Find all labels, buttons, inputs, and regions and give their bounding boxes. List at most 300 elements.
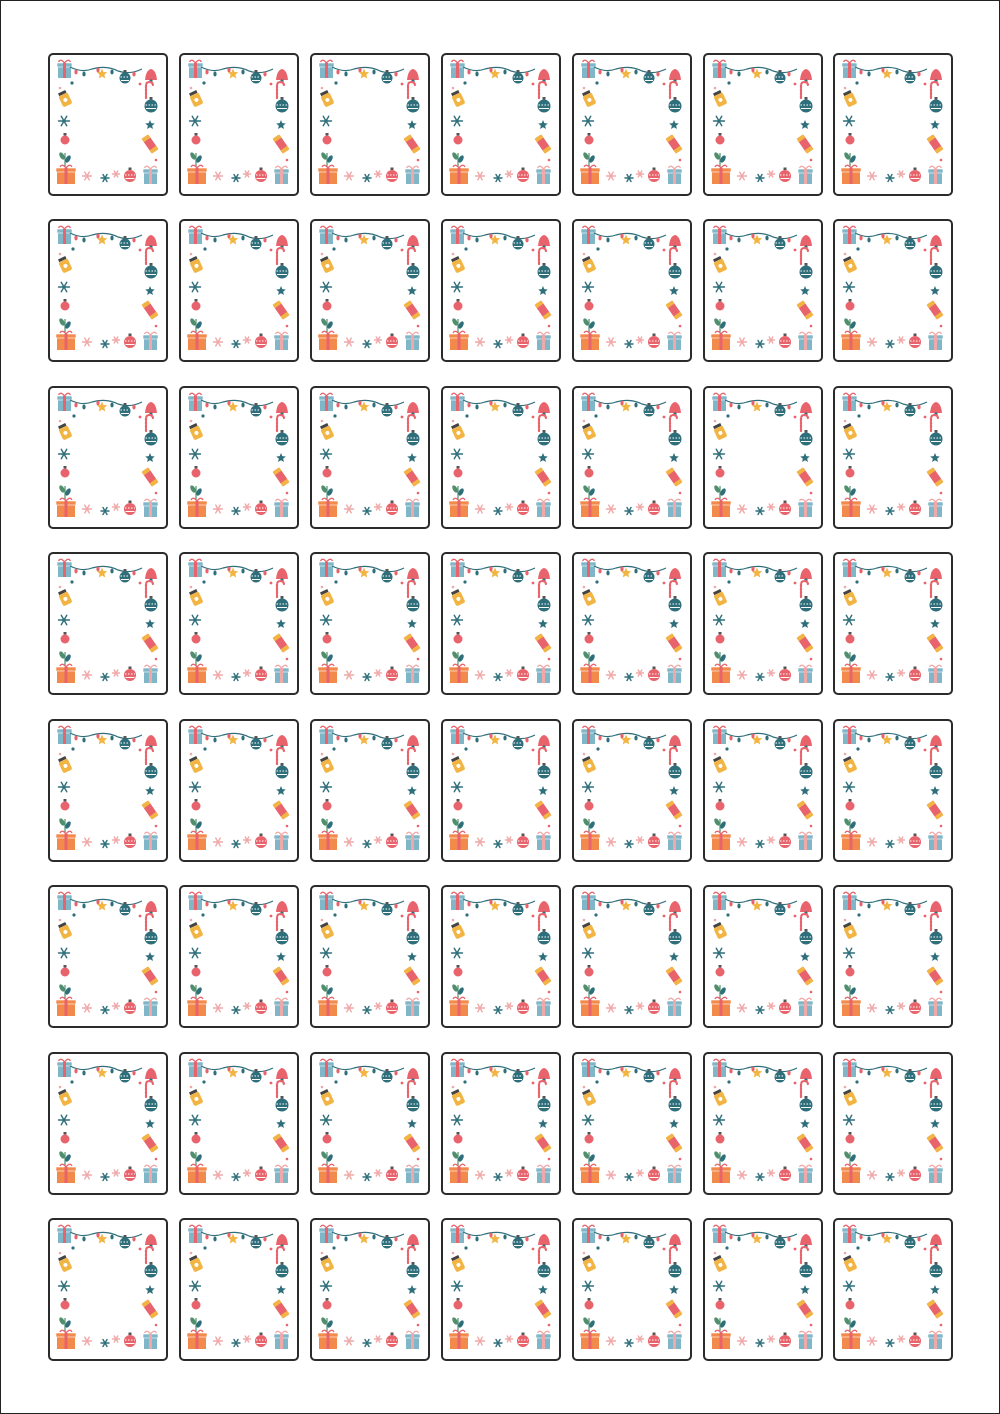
label-tile bbox=[441, 1218, 561, 1361]
star-icon bbox=[800, 1285, 810, 1294]
ornament-icon bbox=[517, 667, 529, 682]
confetti-dot bbox=[794, 1248, 797, 1251]
confetti-dot bbox=[663, 1248, 666, 1251]
confetti-dot bbox=[452, 919, 455, 922]
gift-box-icon bbox=[711, 1164, 731, 1183]
gift-box-icon bbox=[711, 165, 731, 184]
confetti-dot bbox=[940, 658, 943, 661]
ornament-icon bbox=[930, 1262, 943, 1278]
candy-cane-icon bbox=[408, 1247, 415, 1263]
confetti-dot bbox=[844, 753, 847, 756]
gift-box-icon bbox=[841, 664, 861, 683]
confetti-dot bbox=[810, 325, 813, 328]
snowflake-icon bbox=[738, 1337, 747, 1345]
candy-cane-icon bbox=[670, 581, 677, 597]
bell-icon bbox=[669, 402, 681, 416]
snowflake-icon bbox=[756, 508, 764, 515]
snowflake-icon bbox=[738, 338, 747, 346]
confetti-dot bbox=[59, 420, 62, 423]
snowflake-icon bbox=[607, 505, 616, 513]
snowflake-icon bbox=[83, 338, 92, 346]
snowflake-icon bbox=[637, 837, 644, 843]
star-icon bbox=[800, 453, 810, 462]
gift-box-icon bbox=[318, 997, 338, 1016]
light-string-icon bbox=[70, 566, 142, 575]
gift-box-icon bbox=[274, 832, 289, 850]
ornament-icon bbox=[648, 1333, 660, 1348]
cracker-icon bbox=[927, 1299, 944, 1318]
lantern-icon bbox=[57, 1089, 72, 1107]
gift-box-icon bbox=[405, 499, 420, 517]
confetti-dot bbox=[594, 414, 597, 417]
snowflake-icon bbox=[637, 1170, 644, 1176]
candy-cane-icon bbox=[931, 248, 938, 264]
bell-icon bbox=[930, 568, 942, 582]
gift-box-icon bbox=[450, 393, 465, 411]
gift-box-icon bbox=[712, 226, 727, 244]
confetti-dot bbox=[855, 580, 858, 583]
gift-box-icon bbox=[798, 1331, 813, 1349]
ornament-icon bbox=[909, 1167, 921, 1182]
bell-icon bbox=[538, 901, 550, 915]
ornament-icon bbox=[538, 263, 551, 279]
gift-box-icon bbox=[798, 665, 813, 683]
label-tile bbox=[441, 719, 561, 862]
confetti-dot bbox=[464, 747, 467, 750]
star-icon bbox=[669, 786, 679, 795]
lantern-icon bbox=[842, 922, 857, 940]
confetti-dot bbox=[844, 1252, 847, 1255]
ornament-icon bbox=[585, 632, 594, 644]
snowflake-icon bbox=[321, 782, 332, 792]
label-writing-area bbox=[598, 87, 664, 159]
candy-cane-icon bbox=[670, 914, 677, 930]
gift-box-icon bbox=[450, 226, 465, 244]
label-writing-area bbox=[598, 1252, 664, 1324]
label-writing-area bbox=[729, 1252, 795, 1324]
light-string-icon bbox=[855, 1066, 927, 1075]
snowflake-icon bbox=[625, 674, 633, 681]
confetti-dot bbox=[924, 416, 927, 419]
confetti-dot bbox=[334, 580, 337, 583]
gift-box-icon bbox=[581, 559, 596, 577]
star-icon bbox=[407, 786, 417, 795]
snowflake-icon bbox=[714, 615, 725, 625]
lantern-icon bbox=[712, 1255, 727, 1273]
snowflake-icon bbox=[375, 837, 382, 843]
bell-icon bbox=[930, 735, 942, 749]
snowflake-icon bbox=[494, 341, 502, 348]
label-tile bbox=[48, 885, 168, 1028]
confetti-dot bbox=[810, 991, 813, 994]
candy-cane-icon bbox=[670, 1247, 677, 1263]
ornament-icon bbox=[407, 763, 420, 779]
lantern-icon bbox=[57, 756, 72, 774]
light-string-icon bbox=[332, 400, 404, 409]
confetti-dot bbox=[679, 159, 682, 162]
confetti-dot bbox=[924, 1248, 927, 1251]
label-tile bbox=[441, 552, 561, 695]
snowflake-icon bbox=[232, 1007, 240, 1014]
label-tile bbox=[179, 1218, 299, 1361]
snowflake-icon bbox=[101, 674, 109, 681]
confetti-dot bbox=[139, 1082, 142, 1085]
snowflake-icon bbox=[345, 505, 354, 513]
snowflake-icon bbox=[844, 449, 855, 459]
gift-box-icon bbox=[711, 498, 731, 517]
snowflake-icon bbox=[898, 670, 905, 676]
light-string-icon bbox=[725, 899, 797, 908]
snowflake-icon bbox=[738, 838, 747, 846]
snowflake-icon bbox=[101, 341, 109, 348]
gift-box-icon bbox=[318, 664, 338, 683]
cracker-icon bbox=[404, 467, 421, 486]
confetti-dot bbox=[401, 749, 404, 752]
confetti-dot bbox=[203, 247, 206, 250]
ornament-icon bbox=[669, 1096, 682, 1112]
snowflake-icon bbox=[738, 1004, 747, 1012]
bell-icon bbox=[145, 1234, 157, 1248]
snowflake-icon bbox=[768, 670, 775, 676]
gift-box-icon bbox=[536, 499, 551, 517]
cracker-icon bbox=[797, 134, 814, 153]
ornament-icon bbox=[124, 334, 136, 349]
lantern-icon bbox=[581, 90, 596, 108]
lantern-icon bbox=[57, 90, 72, 108]
snowflake-icon bbox=[190, 1115, 201, 1125]
cracker-icon bbox=[404, 1299, 421, 1318]
label-tile bbox=[703, 1052, 823, 1195]
light-string-icon bbox=[594, 733, 666, 742]
star-icon bbox=[145, 453, 155, 462]
bell-icon bbox=[538, 69, 550, 83]
candy-cane-icon bbox=[670, 82, 677, 98]
confetti-dot bbox=[810, 658, 813, 661]
snowflake-icon bbox=[494, 674, 502, 681]
snowflake-icon bbox=[375, 1336, 382, 1342]
ornament-icon bbox=[323, 299, 332, 311]
snowflake-icon bbox=[625, 1174, 633, 1181]
snowflake-icon bbox=[363, 341, 371, 348]
snowflake-icon bbox=[244, 837, 251, 843]
snowflake-icon bbox=[345, 338, 354, 346]
lantern-icon bbox=[319, 90, 334, 108]
ornament-icon bbox=[61, 466, 70, 478]
candy-cane-icon bbox=[931, 1247, 938, 1263]
ornament-icon bbox=[407, 1096, 420, 1112]
bell-icon bbox=[276, 735, 288, 749]
light-string-icon bbox=[594, 233, 666, 242]
snowflake-icon bbox=[345, 671, 354, 679]
confetti-dot bbox=[417, 325, 420, 328]
light-string-icon bbox=[725, 400, 797, 409]
gift-box-icon bbox=[928, 998, 943, 1016]
confetti-dot bbox=[726, 913, 729, 916]
gift-box-icon bbox=[319, 1225, 334, 1243]
light-string-icon bbox=[332, 233, 404, 242]
gift-box-icon bbox=[928, 1331, 943, 1349]
candy-cane-icon bbox=[539, 1247, 546, 1263]
label-tile bbox=[441, 1052, 561, 1195]
label-writing-area bbox=[598, 253, 664, 325]
ornament-icon bbox=[386, 168, 398, 183]
confetti-dot bbox=[270, 249, 273, 252]
snowflake-icon bbox=[59, 282, 70, 292]
cracker-icon bbox=[797, 1299, 814, 1318]
gift-box-icon bbox=[449, 1330, 469, 1349]
confetti-dot bbox=[794, 83, 797, 86]
candy-cane-icon bbox=[408, 1081, 415, 1097]
ornament-icon bbox=[61, 965, 70, 977]
candy-cane-icon bbox=[801, 415, 808, 431]
label-writing-area bbox=[74, 1252, 140, 1324]
snowflake-icon bbox=[190, 948, 201, 958]
snowflake-icon bbox=[768, 1336, 775, 1342]
gift-box-icon bbox=[57, 1059, 72, 1077]
confetti-dot bbox=[679, 325, 682, 328]
light-string-icon bbox=[201, 899, 273, 908]
confetti-dot bbox=[924, 915, 927, 918]
gift-box-icon bbox=[188, 1225, 203, 1243]
gift-box-icon bbox=[536, 1331, 551, 1349]
snowflake-icon bbox=[898, 1170, 905, 1176]
label-tile bbox=[703, 386, 823, 529]
candy-cane-icon bbox=[931, 82, 938, 98]
confetti-dot bbox=[417, 492, 420, 495]
gift-box-icon bbox=[712, 559, 727, 577]
lantern-icon bbox=[188, 423, 203, 441]
confetti-dot bbox=[924, 83, 927, 86]
gift-box-icon bbox=[318, 1330, 338, 1349]
confetti-dot bbox=[810, 492, 813, 495]
ornament-icon bbox=[454, 466, 463, 478]
ornament-icon bbox=[255, 667, 267, 682]
label-writing-area bbox=[729, 753, 795, 825]
snowflake-icon bbox=[738, 172, 747, 180]
ornament-icon bbox=[538, 430, 551, 446]
snowflake-icon bbox=[83, 1171, 92, 1179]
ornament-icon bbox=[517, 1333, 529, 1348]
gift-box-icon bbox=[536, 1165, 551, 1183]
gift-box-icon bbox=[580, 997, 600, 1016]
snowflake-icon bbox=[637, 1003, 644, 1009]
snowflake-icon bbox=[375, 1003, 382, 1009]
label-writing-area bbox=[598, 586, 664, 658]
confetti-dot bbox=[679, 492, 682, 495]
confetti-dot bbox=[270, 1248, 273, 1251]
ornament-icon bbox=[669, 430, 682, 446]
confetti-dot bbox=[190, 753, 193, 756]
confetti-dot bbox=[548, 991, 551, 994]
ornament-icon bbox=[386, 334, 398, 349]
cracker-icon bbox=[404, 966, 421, 985]
light-string-icon bbox=[463, 566, 535, 575]
snowflake-icon bbox=[714, 948, 725, 958]
snowflake-icon bbox=[886, 341, 894, 348]
bell-icon bbox=[276, 901, 288, 915]
ornament-icon bbox=[648, 667, 660, 682]
ornament-icon bbox=[145, 430, 158, 446]
confetti-dot bbox=[202, 81, 205, 84]
gift-box-icon bbox=[928, 665, 943, 683]
confetti-dot bbox=[924, 582, 927, 585]
candy-cane-icon bbox=[801, 581, 808, 597]
ornament-icon bbox=[779, 1167, 791, 1182]
ornament-icon bbox=[648, 334, 660, 349]
gift-box-icon bbox=[842, 559, 857, 577]
gift-box-icon bbox=[57, 726, 72, 744]
confetti-dot bbox=[583, 87, 586, 90]
ornament-icon bbox=[800, 430, 813, 446]
confetti-dot bbox=[844, 253, 847, 256]
confetti-dot bbox=[452, 253, 455, 256]
gift-box-icon bbox=[841, 1330, 861, 1349]
snowflake-icon bbox=[714, 1281, 725, 1291]
gift-box-icon bbox=[57, 226, 72, 244]
lantern-icon bbox=[57, 256, 72, 274]
snowflake-icon bbox=[607, 1004, 616, 1012]
ornament-icon bbox=[124, 168, 136, 183]
gift-box-icon bbox=[667, 665, 682, 683]
ornament-icon bbox=[538, 596, 551, 612]
candy-cane-icon bbox=[277, 1247, 284, 1263]
snowflake-icon bbox=[232, 1340, 240, 1347]
bell-icon bbox=[276, 568, 288, 582]
label-tile bbox=[572, 53, 692, 196]
gift-box-icon bbox=[580, 831, 600, 850]
label-tile bbox=[310, 552, 430, 695]
confetti-dot bbox=[595, 1080, 598, 1083]
ornament-icon bbox=[145, 97, 158, 113]
snowflake-icon bbox=[59, 1281, 70, 1291]
confetti-dot bbox=[714, 1086, 717, 1089]
ornament-icon bbox=[669, 97, 682, 113]
confetti-dot bbox=[190, 1086, 193, 1089]
lantern-icon bbox=[842, 423, 857, 441]
label-writing-area bbox=[859, 253, 925, 325]
light-string-icon bbox=[463, 67, 535, 76]
gift-box-icon bbox=[842, 892, 857, 910]
bell-icon bbox=[930, 901, 942, 915]
confetti-dot bbox=[679, 1324, 682, 1327]
star-icon bbox=[538, 619, 548, 628]
ornament-icon bbox=[800, 763, 813, 779]
candy-cane-icon bbox=[931, 748, 938, 764]
snowflake-icon bbox=[714, 116, 725, 126]
gift-box-icon bbox=[187, 1164, 207, 1183]
candy-cane-icon bbox=[146, 581, 153, 597]
snowflake-icon bbox=[452, 282, 463, 292]
lantern-icon bbox=[57, 922, 72, 940]
candy-cane-icon bbox=[801, 1247, 808, 1263]
label-writing-area bbox=[205, 1252, 271, 1324]
label-tile bbox=[310, 719, 430, 862]
label-writing-area bbox=[729, 586, 795, 658]
confetti-dot bbox=[532, 915, 535, 918]
snowflake-icon bbox=[476, 338, 485, 346]
candy-cane-icon bbox=[146, 82, 153, 98]
gift-box-icon bbox=[580, 498, 600, 517]
snowflake-icon bbox=[113, 1336, 120, 1342]
snowflake-icon bbox=[625, 175, 633, 182]
ornament-icon bbox=[517, 168, 529, 183]
confetti-dot bbox=[321, 919, 324, 922]
confetti-dot bbox=[70, 81, 73, 84]
label-tile bbox=[310, 1052, 430, 1195]
confetti-dot bbox=[139, 83, 142, 86]
gift-box-icon bbox=[581, 393, 596, 411]
label-tile bbox=[572, 885, 692, 1028]
confetti-dot bbox=[663, 915, 666, 918]
snowflake-icon bbox=[375, 337, 382, 343]
light-string-icon bbox=[332, 1066, 404, 1075]
cracker-icon bbox=[666, 467, 683, 486]
ornament-icon bbox=[846, 1298, 855, 1310]
label-tile bbox=[703, 219, 823, 362]
snowflake-icon bbox=[321, 1115, 332, 1125]
gift-box-icon bbox=[842, 226, 857, 244]
lantern-icon bbox=[450, 90, 465, 108]
gift-box-icon bbox=[798, 499, 813, 517]
label-writing-area bbox=[74, 420, 140, 492]
ornament-icon bbox=[585, 299, 594, 311]
gift-box-icon bbox=[581, 1225, 596, 1243]
gift-box-icon bbox=[188, 559, 203, 577]
snowflake-icon bbox=[101, 1007, 109, 1014]
snowflake-icon bbox=[244, 670, 251, 676]
ornament-icon bbox=[386, 1333, 398, 1348]
label-writing-area bbox=[205, 253, 271, 325]
bell-icon bbox=[669, 568, 681, 582]
lantern-icon bbox=[319, 922, 334, 940]
snowflake-icon bbox=[868, 172, 877, 180]
label-tile bbox=[179, 552, 299, 695]
snowflake-icon bbox=[756, 175, 764, 182]
gift-box-icon bbox=[188, 60, 203, 78]
gift-box-icon bbox=[143, 1331, 158, 1349]
star-icon bbox=[145, 619, 155, 628]
lantern-icon bbox=[319, 589, 334, 607]
bell-icon bbox=[276, 1068, 288, 1082]
gift-box-icon bbox=[318, 498, 338, 517]
label-tile bbox=[48, 219, 168, 362]
confetti-dot bbox=[190, 87, 193, 90]
confetti-dot bbox=[794, 1082, 797, 1085]
gift-box-icon bbox=[187, 831, 207, 850]
cracker-icon bbox=[142, 467, 159, 486]
label-writing-area bbox=[336, 253, 402, 325]
confetti-dot bbox=[401, 249, 404, 252]
snowflake-icon bbox=[113, 171, 120, 177]
confetti-dot bbox=[401, 1082, 404, 1085]
snowflake-icon bbox=[476, 172, 485, 180]
label-tile bbox=[310, 219, 430, 362]
star-icon bbox=[800, 619, 810, 628]
snowflake-icon bbox=[506, 1170, 513, 1176]
gift-box-icon bbox=[405, 665, 420, 683]
gift-box-icon bbox=[405, 832, 420, 850]
light-string-icon bbox=[855, 67, 927, 76]
confetti-dot bbox=[71, 1246, 74, 1249]
light-string-icon bbox=[855, 233, 927, 242]
star-icon bbox=[538, 1119, 548, 1128]
confetti-dot bbox=[463, 580, 466, 583]
star-icon bbox=[800, 286, 810, 295]
confetti-dot bbox=[810, 825, 813, 828]
ornament-icon bbox=[716, 965, 725, 977]
cracker-icon bbox=[273, 800, 290, 819]
candy-cane-icon bbox=[539, 82, 546, 98]
